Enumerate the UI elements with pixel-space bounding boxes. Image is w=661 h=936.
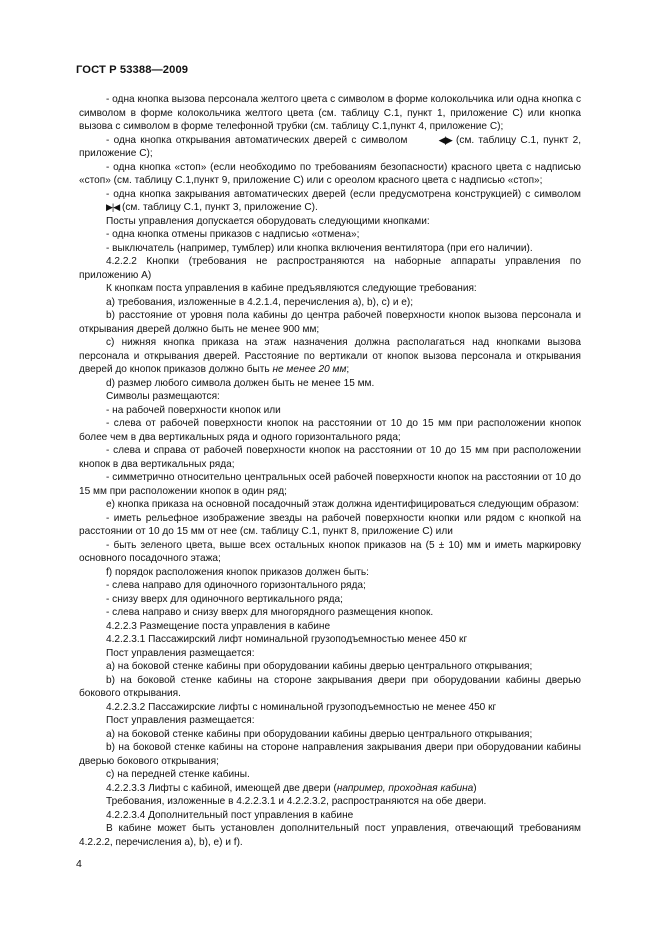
paragraph: Пост управления размещается: <box>106 715 255 726</box>
list-item: a) на боковой стенке кабины при оборудовании кабины дверью центрального открывания; <box>106 728 533 740</box>
paragraph: - одна кнопка «стоп» (если необходимо по требованиям безопасности) красного цвета с надписью «стоп» (см. таблицу С.1,пункт 9, приложение С) или с ореолом красного цвета с надписью «стоп»; <box>79 161 581 186</box>
list-item: - снизу вверх для одиночного вертикального ряда; <box>106 593 343 605</box>
paragraph: Пост управления размещается: <box>106 647 255 659</box>
section-heading: 4.2.2.3.4 Дополнительный пост управления в кабине <box>106 809 354 821</box>
paragraph: - одна кнопка открывания автоматических дверей с символом ◀|▶ (см. таблицу С.1, пункт 2, приложение С); <box>79 134 581 159</box>
list-item: c) на передней стенке кабины. <box>106 769 250 780</box>
paragraph: К кнопкам поста управления в кабине предъявляются следующие требования: <box>106 283 477 294</box>
list-item: - быть зеленого цвета, выше всех остальных кнопок приказов на (5 ± 10) мм и иметь маркировку основного посадочного этажа; <box>79 539 581 564</box>
list-item: b) на боковой стенке кабины на стороне направления закрывания двери при оборудовании кабины дверью бокового открывания; <box>79 742 581 767</box>
list-item: - слева направо для одиночного горизонтального ряда; <box>106 580 366 591</box>
paragraph: - выключатель (например, тумблер) или кнопка включения вентилятора (при его наличии). <box>106 242 533 254</box>
list-item: - иметь рельефное изображение звезды на рабочей поверхности кнопки или рядом с кнопкой на расстоянии от 10 до 15 мм от нее (см. таблицу С.1, пункт 8, приложение С) или <box>79 512 581 537</box>
paragraph: Требования, изложенные в 4.2.2.3.1 и 4.2.2.3.2, распространяются на обе двери. <box>106 796 487 807</box>
list-item: b) на боковой стенке кабины на стороне закрывания двери при оборудовании кабины дверью бокового открывания. <box>79 674 581 699</box>
list-item: - слева и справа от рабочей поверхности кнопок на расстоянии от 10 до 15 мм при расположении кнопок в два вертикальных ряда; <box>79 445 581 470</box>
paragraph: В кабине может быть установлен дополнительный пост управления, отвечающий требованиям 4.2.2.2, перечисления а), b), e) и f). <box>79 823 581 848</box>
list-item: f) порядок расположения кнопок приказов должен быть: <box>106 566 369 578</box>
close-doors-icon: ▶|◀ <box>106 202 120 212</box>
list-item: d) размер любого символа должен быть не менее 15 мм. <box>106 377 375 389</box>
list-item: e) кнопка приказа на основной посадочный этаж должна идентифицироваться следующим образом: <box>106 499 580 510</box>
paragraph: - одна кнопка закрывания автоматических дверей (если предусмотрена конструкцией) с символом ▶|◀ (см. таблицу С.1, пункт 3, приложение С). <box>79 188 581 215</box>
document-body <box>79 93 581 849</box>
list-item: a) требования, изложенные в 4.2.1.4, перечисления а), b), c) и e); <box>106 296 414 308</box>
document-header: ГОСТ Р 53388—2009 <box>76 64 189 76</box>
paragraph: - одна кнопка отмены приказов с надписью «отмена»; <box>106 229 360 240</box>
list-item: - слева от рабочей поверхности кнопок на расстоянии от 10 до 15 мм при расположении кнопок более чем в два вертикальных ряда и одного горизонтального ряда; <box>79 418 581 443</box>
section-heading: 4.2.2.3 Размещение поста управления в кабине <box>106 620 331 632</box>
section-heading: 4.2.2.3.1 Пассажирский лифт номинальной грузоподъемностью менее 450 кг <box>106 634 468 645</box>
list-item: - слева направо и снизу вверх для многорядного размещения кнопок. <box>106 607 434 618</box>
page-number: 4 <box>76 858 82 870</box>
list-item: c) нижняя кнопка приказа на этаж назначения должна располагаться над кнопками вызова персонала и открывания дверей. Расстояние по вертикали от кнопок вызова персонала и открывания дверей до кнопок приказов должно быть не менее 20 мм; <box>79 337 581 375</box>
paragraph: Посты управления допускается оборудовать следующими кнопками: <box>106 215 430 227</box>
list-item: b) расстояние от уровня пола кабины до центра рабочей поверхности кнопок вызова персонала и открывания дверей должно быть не менее 900 мм; <box>79 310 581 335</box>
list-item: - симметрично относительно центральных осей рабочей поверхности кнопок на расстоянии от 10 до 15 мм при расположении кнопок в один ряд; <box>79 472 581 497</box>
section-heading: 4.2.2.2 Кнопки (требования не распространяются на наборные аппараты управления по приложению А) <box>79 256 581 281</box>
paragraph: - одна кнопка вызова персонала желтого цвета с символом в форме колокольчика или одна кнопка с символом в форме колокольчика желтого цвета (см. таблицу С.1, пункт 1, приложение С) или кнопка вызова с символом в форме телефонной трубки (см. таблицу С.1,пункт 4, приложение С); <box>79 94 581 132</box>
list-item: - на рабочей поверхности кнопок или <box>106 404 281 416</box>
section-heading: 4.2.2.3.2 Пассажирские лифты с номинальной грузоподъемностью не менее 450 кг <box>106 701 497 713</box>
paragraph: Символы размещаются: <box>106 391 220 402</box>
list-item: a) на боковой стенке кабины при оборудовании кабины дверью центрального открывания; <box>106 661 533 672</box>
open-doors-icon: ◀|▶ <box>438 134 452 145</box>
section-heading: 4.2.2.3.3 Лифты с кабиной, имеющей две двери (например, проходная кабина) <box>106 782 477 794</box>
